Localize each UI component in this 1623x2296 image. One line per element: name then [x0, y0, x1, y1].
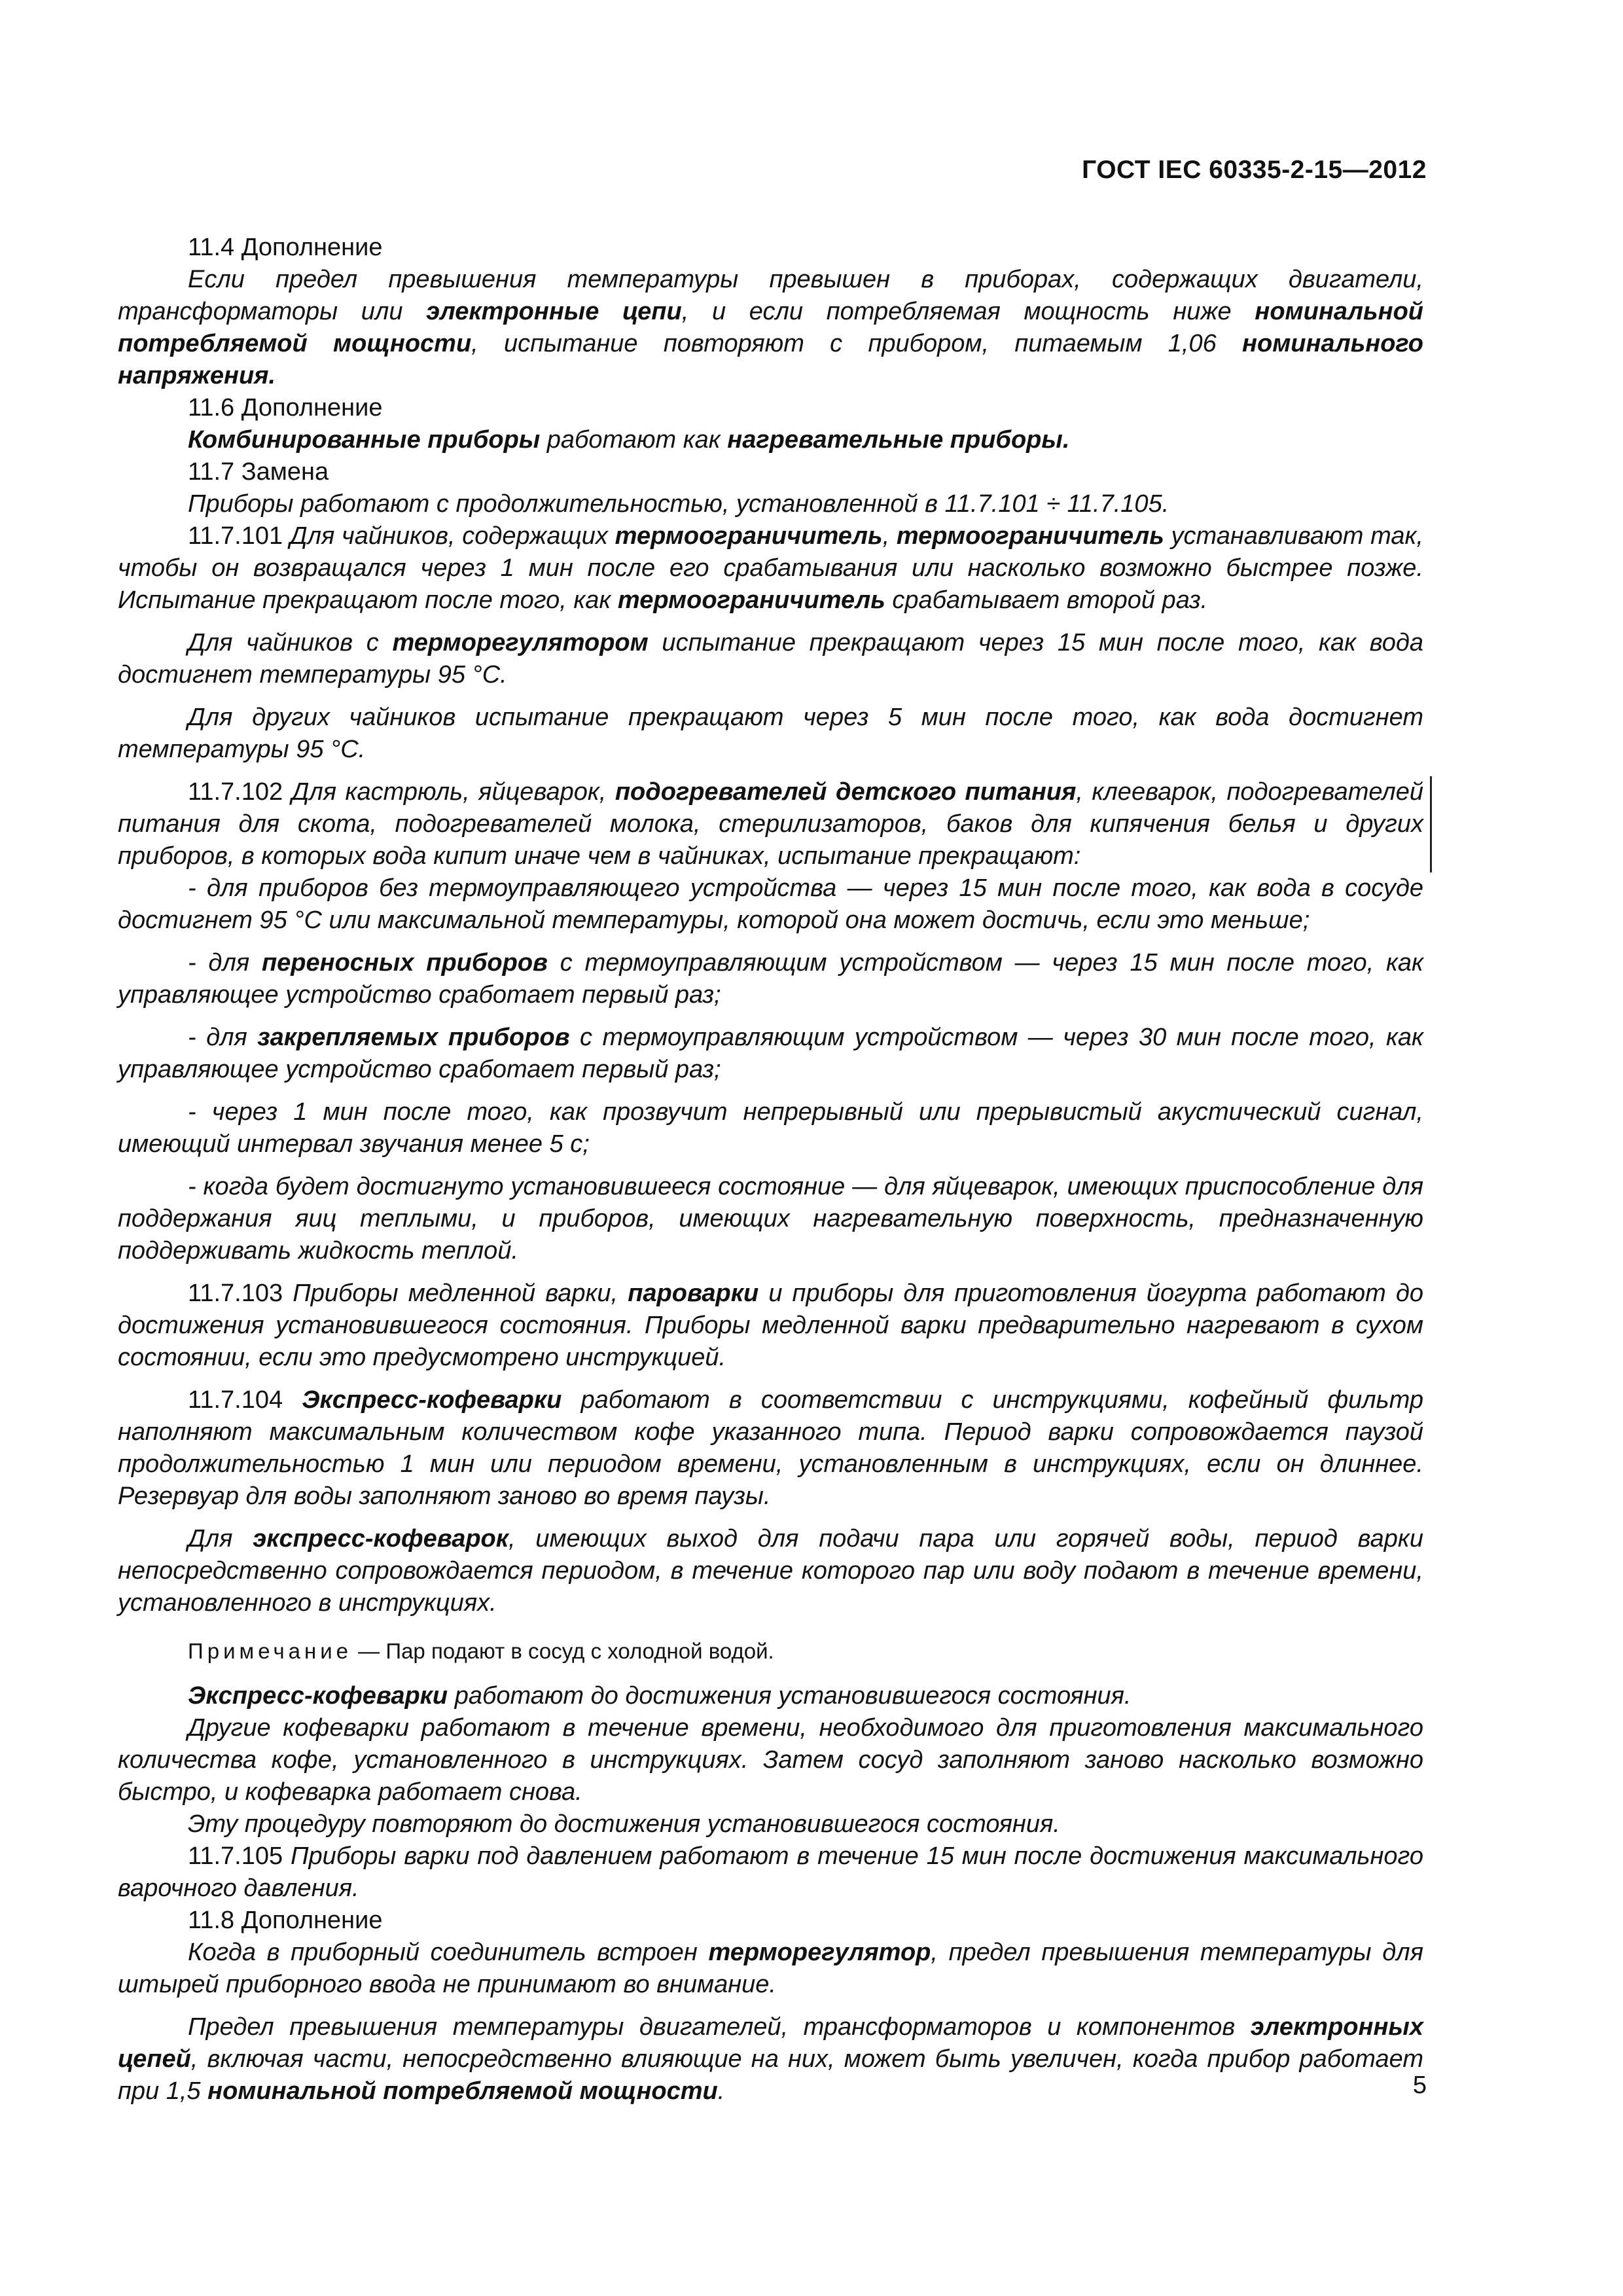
term-bold: закрепляемых приборов: [257, 1024, 570, 1051]
clause-number: 11.7.105: [188, 1842, 283, 1870]
text-run: Для чайников, содержащих: [283, 522, 615, 550]
term-bold: Комбинированные приборы: [188, 426, 541, 454]
text-run: , испытание повторяют с прибором, питаемым 1,06: [471, 330, 1243, 357]
section-11-8-heading: 11.8 Дополнение: [188, 1907, 383, 1934]
text-run: , клееварок, подогревателей питания для скота, подогревателей молока, стерилизаторов, баков для кипячения белья и других приборов, в которых вода кипит иначе чем в чайниках, испытание прекращают:: [118, 778, 1423, 870]
text-run: , имеющих выход для подачи пара или горячей воды, период варки непосредственно сопровождается периодом, в течение которого пар или воду подают в течение времени, установленного в инструкциях.: [118, 1525, 1423, 1617]
document-code-header: ГОСТ IEC 60335-2-15—2012: [1082, 156, 1427, 184]
text-run: ,: [882, 522, 897, 550]
text-run: и приборы для приготовления йогурта работают до достижения установившегося состояния. Приборы медленной варки предварительно нагревают в сухом состоянии, если это предусмотрено инструкцией.: [118, 1280, 1423, 1371]
text-run: устанавливают так, чтобы он возвращался через 1 мин после его срабатывания или насколько возможно быстрее позже. Испытание прекращают после того, как: [118, 522, 1423, 614]
clause-11-7-101: [118, 520, 1423, 617]
note-label: Примечание: [188, 1639, 353, 1663]
list-item: - через 1 мин после того, как прозвучит непрерывный или прерывистый акустический сигнал, имеющий интервал звучания менее 5 с;: [118, 1098, 1423, 1158]
list-item: [118, 947, 1423, 1011]
text-run: испытание прекращают через 15 мин после того, как вода достигнет температуры 95 °С.: [118, 629, 1423, 689]
text-run: Когда в приборный соединитель встроен: [188, 1939, 709, 1966]
text-run: , и если потребляемая мощность ниже: [681, 298, 1255, 325]
clause-number: 11.7.101: [188, 522, 283, 550]
section-11-8-para-1: [118, 1937, 1423, 2001]
clause-11-7-104-para-2: [118, 1523, 1423, 1619]
text-run: Приборы медленной варки,: [283, 1280, 628, 1307]
note: [118, 1635, 1423, 1667]
clause-11-7-104: [118, 1384, 1423, 1513]
term-bold: номинального напряжения.: [118, 330, 1423, 389]
clause-11-7-101-para-3: Для других чайников испытание прекращают через 5 мин после того, как вода достигнет температуры 95 °С.: [118, 704, 1423, 763]
clause-11-7-104-para-5: Эту процедуру повторяют до достижения установившегося состояния.: [188, 1810, 1060, 1838]
text-run: работают в соответствии с инструкциями, кофейный фильтр наполняют максимальным количеством кофе указанного типа. Период варки сопровождается паузой продолжительностью 1 мин или периодом времени, установленным в инструкциях, если он длиннее. Резервуар для воды заполняют заново во время паузы.: [118, 1386, 1424, 1510]
term-bold: экспресс-кофеварок: [253, 1525, 509, 1552]
note-text: — Пар подают в сосуд с холодной водой.: [352, 1639, 774, 1663]
list-item: - когда будет достигнуто установившееся состояние — для яйцеварок, имеющих приспособление для поддержания яиц теплыми, и приборов, имеющих нагревательную поверхность, предназначенную поддерживать жидкость теплой.: [118, 1173, 1423, 1265]
text-run: Предел превышения температуры двигателей, трансформаторов и компонентов: [188, 2013, 1251, 2041]
term-bold: переносных приборов: [261, 949, 548, 977]
term-bold: нагревательные приборы.: [727, 426, 1070, 454]
text-run: Приборы варки под давлением работают в течение 15 мин после достижения максимального варочного давления.: [118, 1842, 1423, 1902]
text-run: - для: [188, 1024, 258, 1051]
clause-11-7-104-para-4: Другие кофеварки работают в течение времени, необходимого для приготовления максимального количества кофе, установленного в инструкциях. Затем сосуд заполняют заново насколько возможно быстро, и кофеварка работает снова.: [118, 1714, 1423, 1806]
page-number: 5: [1412, 2072, 1427, 2099]
text-run: , предел превышения температуры для штырей приборного ввода не принимают во внимание.: [118, 1939, 1424, 1998]
clause-11-7-105: [118, 1840, 1423, 1905]
term-bold: термоограничитель: [896, 522, 1164, 550]
text-run: Для чайников с: [188, 629, 393, 656]
text-run: Для кастрюль, яйцеварок,: [283, 778, 615, 806]
text-run: Для: [188, 1525, 253, 1552]
section-11-7-text: Приборы работают с продолжительностью, установленной в 11.7.101 ÷ 11.7.105.: [188, 490, 1169, 518]
clause-11-7-101-para-2: [118, 627, 1423, 691]
section-11-4-heading: 11.4 Дополнение: [188, 234, 383, 261]
text-run: .: [717, 2077, 725, 2105]
text-run: - для: [188, 949, 262, 977]
clause-number: 11.7.102: [188, 778, 283, 806]
text-run: работают до достижения установившегося состояния.: [448, 1682, 1132, 1710]
text-run: Если предел превышения температуры превышен в приборах, содержащих двигатели, трансформаторы или: [118, 266, 1423, 325]
term-bold: подогревателей детского питания: [615, 778, 1077, 806]
text-run: , включая части, непосредственно влияющие на них, может быть увеличен, когда прибор работает при 1,5: [118, 2045, 1423, 2105]
section-11-6-heading: 11.6 Дополнение: [188, 394, 383, 422]
document-body: [118, 232, 1423, 2108]
term-bold: Экспресс-кофеварки: [283, 1386, 562, 1414]
text-run: с термоуправляющим устройством — через 30 мин после того, как управляющее устройство сработает первый раз;: [118, 1024, 1423, 1083]
text-run: работают как: [540, 426, 728, 454]
section-11-8-para-2: [118, 2011, 1423, 2108]
list-item: - для приборов без термоуправляющего устройства — через 15 мин после того, как вода в сосуде достигнет 95 °С или максимальной температуры, которой она может достичь, если это меньше;: [118, 874, 1423, 934]
term-bold: электронные цепи: [426, 298, 682, 325]
term-bold: электронных цепей: [118, 2013, 1423, 2073]
list-item: [118, 1022, 1423, 1086]
text-run: срабатывает второй раз.: [885, 586, 1208, 614]
clause-11-7-102: [118, 776, 1432, 872]
clause-11-7-104-para-3: [118, 1680, 1423, 1712]
term-bold: терморегулятор: [708, 1939, 931, 1966]
section-11-4-text: [118, 264, 1423, 392]
term-bold: термоограничитель: [615, 522, 883, 550]
text-run: с термоуправляющим устройством — через 15 мин после того, как управляющее устройство сработает первый раз;: [118, 949, 1423, 1009]
term-bold: Экспресс-кофеварки: [188, 1682, 448, 1710]
term-bold: номинальной потребляемой мощности: [118, 298, 1423, 357]
clause-11-7-103: [118, 1278, 1423, 1374]
section-11-6-text: [118, 424, 1423, 456]
term-bold: термоограничитель: [617, 586, 885, 614]
clause-number: 11.7.103: [188, 1280, 283, 1307]
term-bold: номинальной потребляемой мощности: [207, 2077, 718, 2105]
section-11-7-heading: 11.7 Замена: [188, 458, 329, 486]
clause-number: 11.7.104: [188, 1386, 283, 1414]
term-bold: пароварки: [628, 1280, 759, 1307]
term-bold: терморегулятором: [392, 629, 649, 656]
